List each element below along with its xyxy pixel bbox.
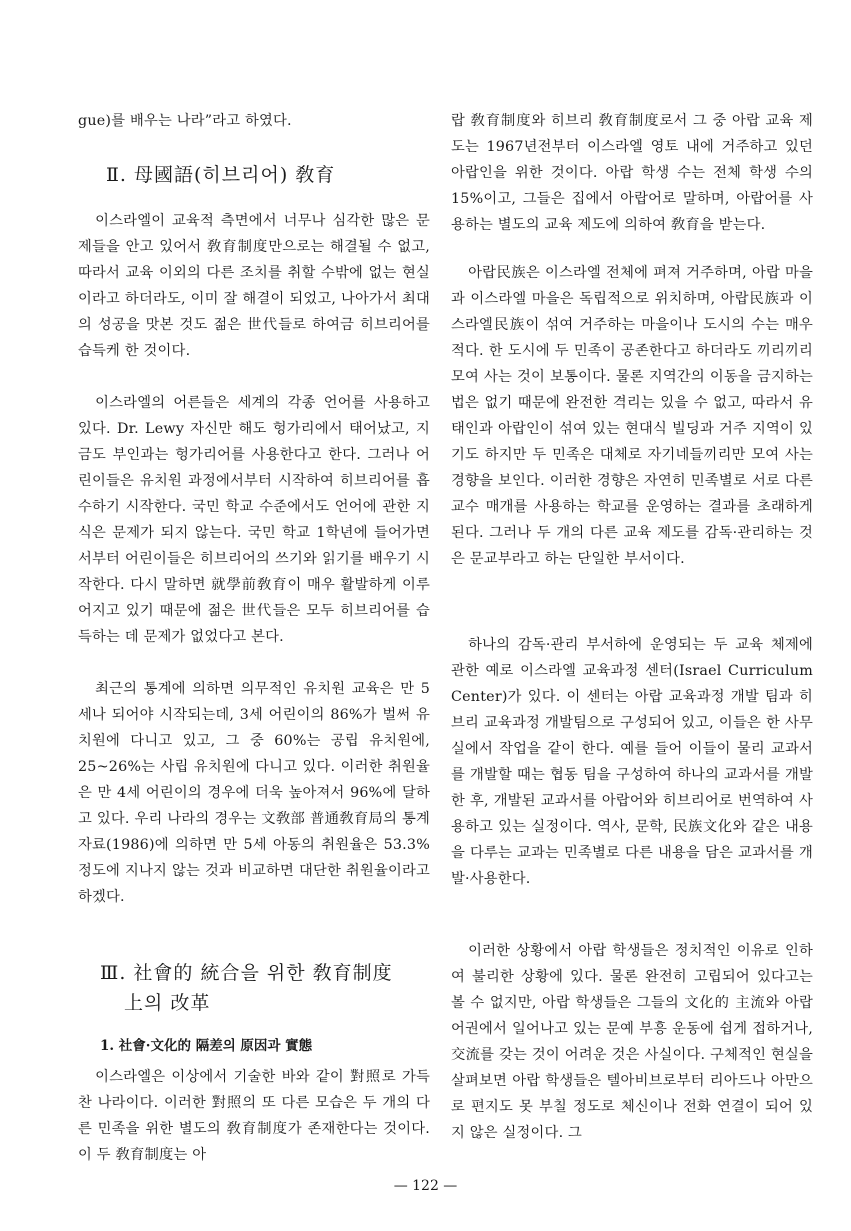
- section-heading-2: Ⅱ. 母國語(히브리어) 敎育: [106, 164, 336, 186]
- paragraph: 최근의 통계에 의하면 의무적인 유치원 교육은 만 5세나 되어야 시작되는데, 3세 어린이의 86%가 벌써 유치원에 다니고 있고, 그 중 60%는 공립 유치원에, 25~26%는 사립 유치원에 다니고 있다. 이러한 취원율은 만 4세 어린이의 경우에 더욱 높아져서 96%에 달하고 있다. 우리 나라의 경우는 文敎部 普通敎育局의 통계 자료(1986)에 의하면 만 5세 아동의 취원율은 53.3% 정도에 지나지 않는 것과 비교하면 대단한 취원율이라고 하겠다.: [78, 681, 430, 905]
- heading-line: Ⅲ. 社會的 統合을 위한 敎育制度: [100, 962, 393, 984]
- paragraph: 랍 敎育制度와 히브리 敎育制度로서 그 중 아랍 교육 제도는 1967년전부터 이스라엘 영토 내에 거주하고 있던 아랍인을 위한 것이다. 아랍 학생 수는 전체 학생 수의 15%이고, 그들은 집에서 아랍어로 말하며, 아랍어를 사용하는 별도의 교육 제도에 의하여 敎育을 받는다.: [451, 113, 813, 233]
- heading-line: 上의 改革: [124, 992, 211, 1014]
- paragraph: 아랍民族은 이스라엘 전체에 펴져 거주하며, 아랍 마을과 이스라엘 마을은 독립적으로 위치하며, 아랍民族과 이스라엘民族이 섞여 거주하는 마을이나 도시의 수는 매우 적다. 한 도시에 두 민족이 공존한다고 하더라도 끼리끼리 모여 사는 것이 보통이다. 물론 지역간의 이동을 금지하는 법은 없기 때문에 완전한 격리는 있을 수 없고, 따라서 유태인과 아랍인이 섞여 있는 현대식 빌딩과 거주 지역이 있기도 하지만 두 민족은 대체로 자기네들끼리만 모여 사는 경향을 보인다. 이러한 경향은 자연히 민족별로 서로 다른 교수 매개를 사용하는 학교를 운영하는 결과를 초래하게 된다. 그러나 두 개의 다른 교육 제도를 감독·관리하는 것은 문교부라고 하는 단일한 부서이다.: [451, 265, 813, 567]
- paragraph: 이스라엘의 어른들은 세계의 각종 언어를 사용하고 있다. Dr. Lewy 자신만 해도 헝가리에서 태어났고, 지금도 부인과는 헝가리어를 사용한다고 한다. 그러나 어린이들은 유치원 과정에서부터 시작하여 히브리어를 흡수하기 시작한다. 국민 학교 수준에서도 언어에 관한 지식은 문제가 되지 않는다. 국민 학교 1학년에 들어가면서부터 어린이들은 히브리어의 쓰기와 읽기를 배우기 시작한다. 다시 말하면 就學前敎育이 매우 활발하게 이루어지고 있기 때문에 젊은 世代들은 모두 히브리어를 습득하는 데 문제가 없었다고 본다.: [78, 395, 430, 645]
- paragraph: 이스라엘이 교육적 측면에서 너무나 심각한 많은 문제들을 안고 있어서 敎育制度만으로는 해결될 수 없고, 따라서 교육 이외의 다른 조치를 취할 수밖에 없는 현실이라고 하더라도, 이미 잘 해결이 되었고, 나아가서 최대의 성공을 맛본 것도 젊은 世代들로 하여금 히브리어를 습득케 한 것이다.: [78, 213, 430, 359]
- subsection-heading: 1. 社會·文化的 隔差의 原因과 實態: [100, 1038, 313, 1054]
- paragraph: 하나의 감독·관리 부서하에 운영되는 두 교육 체제에 관한 예로 이스라엘 교육과정 센터(Israel Curriculum Center)가 있다. 이 센터는 아랍 교육과정 개발 팀과 히브리 교육과정 개발팀으로 구성되어 있고, 이들은 한 사무실에서 작업을 같이 한다. 예를 들어 이들이 물리 교과서를 개발할 때는 협동 팀을 구성하여 하나의 교과서를 개발한 후, 개발된 교과서를 아랍어와 히브리어로 번역하여 사용하고 있는 실정이다. 역사, 문학, 民族文化와 같은 내용을 다루는 교과는 민족별로 다른 내용을 담은 교과서를 개발·사용한다.: [451, 637, 813, 887]
- section-heading-3: [100, 958, 440, 1018]
- paragraph: gue)를 배우는 나라”라고 하였다.: [78, 113, 292, 129]
- paragraph: 이스라엘은 이상에서 기술한 바와 같이 對照로 가득찬 나라이다. 이러한 對照의 또 다른 모습은 두 개의 다른 민족을 위한 별도의 敎育制度가 존재한다는 것이다. 이 두 敎育制度는 아: [78, 1069, 430, 1163]
- paragraph: 이러한 상황에서 아랍 학생들은 정치적인 이유로 인하여 불리한 상황에 있다. 물론 완전히 고립되어 있다고는 볼 수 없지만, 아랍 학생들은 그들의 文化的 主流와 아랍어권에서 일어나고 있는 문예 부흥 운동에 쉽게 접하거나, 交流를 갖는 것이 어려운 것은 사실이다. 구체적인 현실을 살펴보면 아랍 학생들은 텔아비브로부터 리아드나 아만으로 편지도 못 부칠 정도로 체신이나 전화 연결이 되어 있지 않은 실정이다. 그: [451, 943, 813, 1141]
- page-number: — 122 —: [393, 1178, 458, 1194]
